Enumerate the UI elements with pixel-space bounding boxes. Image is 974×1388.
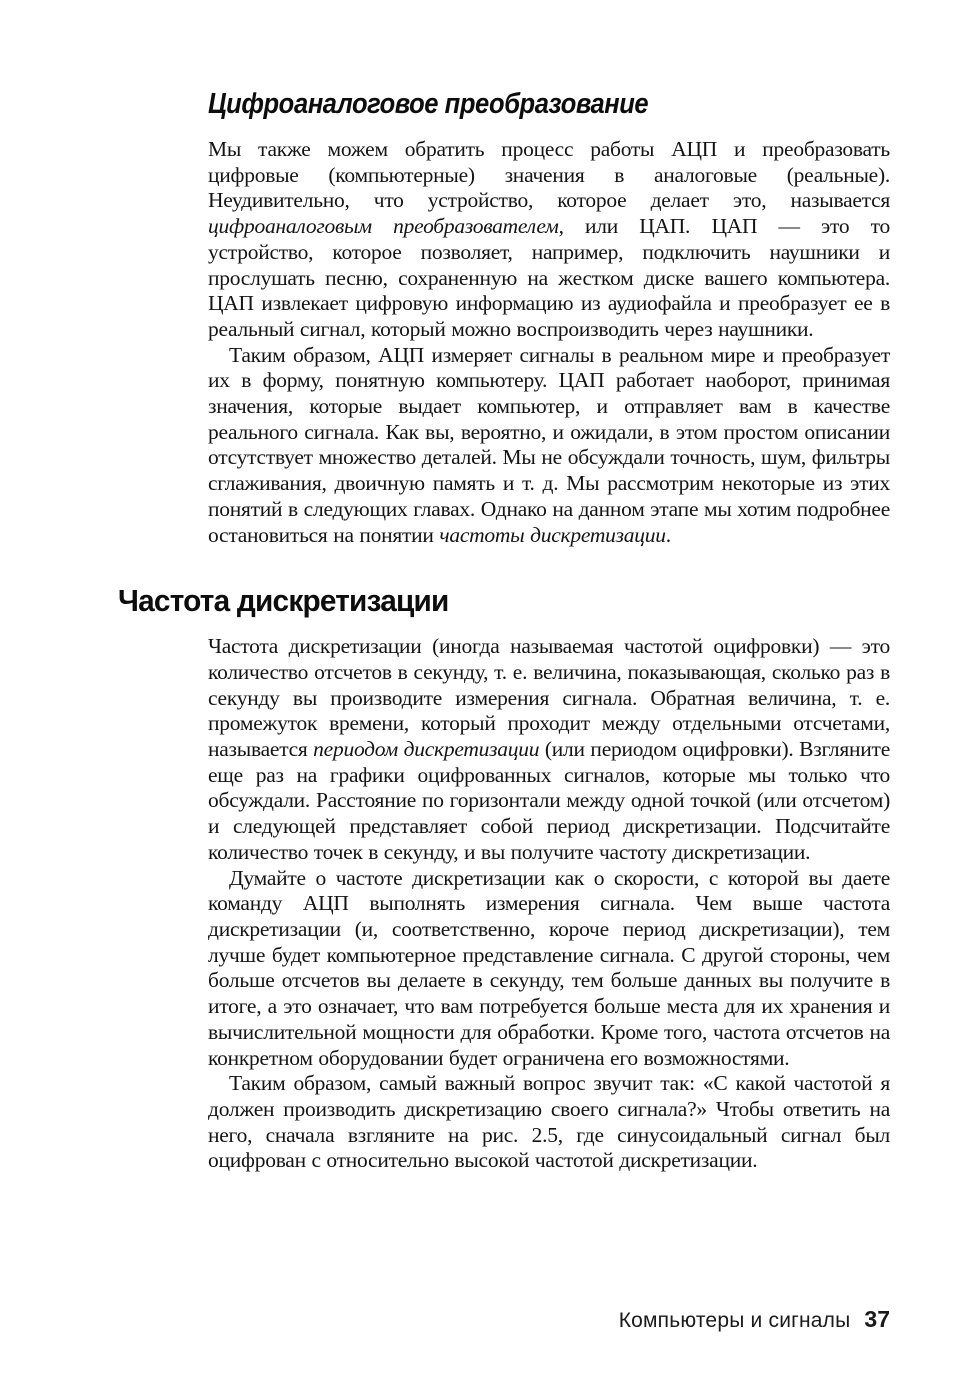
page-number: 37: [864, 1306, 890, 1332]
text-segment: .: [665, 522, 671, 547]
paragraph: [208, 866, 890, 1072]
text-segment: Думайте о частоте дискретизации как о скорости, с которой вы даете команду АЦП выполнять измерения сигнала. Чем выше частота дискретизации (и, соответственно, короче период дискретизации), тем лучше будет компьютерное представление сигнала. С другой стороны, чем больше отсчетов вы делаете в секунду, тем больше данных вы получите в итоге, а это означает, что вам потребуется больше места для их хранения и вычислительной мощности для обработки. Кроме того, частота отсчетов на конкретном оборудовании будет ограничена его возможностями.: [208, 865, 890, 1070]
paragraph: [208, 1071, 890, 1174]
paragraph: [208, 634, 890, 865]
text-segment: частоты дискретизации: [439, 522, 666, 547]
running-title: Компьютеры и сигналы: [618, 1309, 851, 1332]
text-segment: , или ЦАП. ЦАП — это то устройство, которое позволяет, например, подключить наушники и прослушать песню, сохраненную на жестком диске вашего компьютера. ЦАП извлекает цифровую информацию из аудиофайла и преобразует ее в реальный сигнал, который можно воспроизводить через наушники.: [208, 214, 891, 341]
section-heading: Частота дискретизации: [118, 583, 449, 619]
page-footer: [619, 1306, 890, 1333]
text-segment: периодом дискретизации: [313, 737, 540, 762]
text-segment: Частота дискретизации (иногда называемая частотой оцифровки) — это количество отсчетов в секунду, т. е. величина, показывающая, сколько раз в секунду вы производите измерения сигнала. Обратная величина, т. е. промежуток времени, который проходит между отдельными отсчетами, называется: [208, 634, 890, 762]
text-segment: цифроаналоговым преобразователем: [208, 214, 559, 239]
subsection-heading: Цифроаналоговое преобразование: [208, 88, 649, 120]
paragraph: [208, 137, 890, 343]
text-column: [118, 0, 891, 1174]
paragraph: [208, 343, 890, 549]
text-segment: Мы также можем обратить процесс работы АЦП и преобразовать цифровые (компьютерные) значения в аналоговые (реальные). Неудивительно, что устройство, которое делает это, называется: [208, 137, 890, 213]
text-segment: Таким образом, АЦП измеряет сигналы в реальном мире и преобразует их в форму, понятную компьютеру. ЦАП работает наоборот, принимая значения, которые выдает компьютер, и отправляет вам в качестве реального сигнала. Как вы, вероятно, и ожидали, в этом простом описании отсутствует множество деталей. Мы не обсуждали точность, шум, фильтры сглаживания, двоичную память и т. д. Мы рассмотрим некоторые из этих понятий в следующих главах. Однако на данном этапе мы хотим подробнее остановиться на понятии: [208, 342, 890, 547]
text-segment: Таким образом, самый важный вопрос звучит так: «С какой частотой я должен производить дискретизацию своего сигнала?» Чтобы ответить на него, сначала взгляните на рис. 2.5, где синусоидальный сигнал был оцифрован с относительно высокой частотой дискретизации.: [208, 1071, 890, 1173]
text-segment: (или периодом оцифровки). Взгляните еще раз на графики оцифрованных сигналов, которые мы только что обсуждали. Расстояние по горизонтали между одной точкой (или отсчетом) и следующей представляет собой период дискретизации. Подсчитайте количество точек в секунду, и вы получите частоту дискретизации.: [208, 737, 890, 864]
